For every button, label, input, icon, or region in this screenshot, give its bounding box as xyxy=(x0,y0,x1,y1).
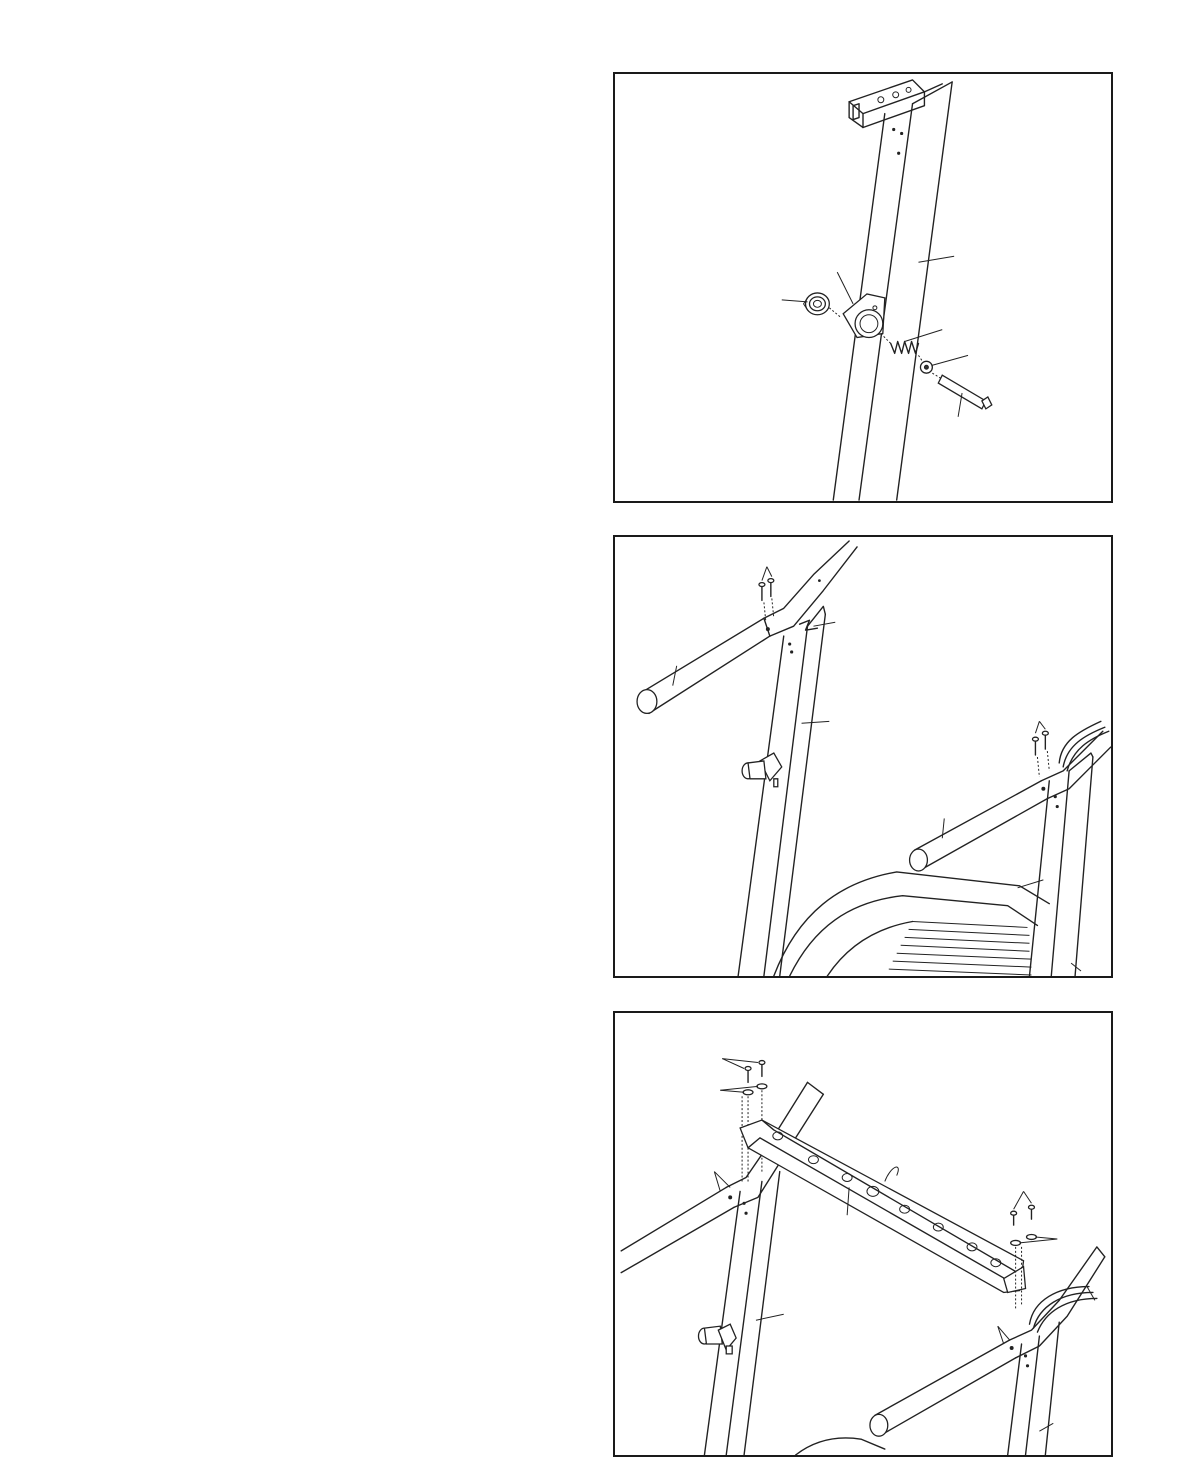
pivot-bracket xyxy=(843,294,885,338)
upright-callout xyxy=(918,256,954,262)
right-upright-cable xyxy=(1029,1287,1096,1333)
figure-1-upright-pivot-assembly xyxy=(613,72,1113,503)
figure-2-drawing xyxy=(615,537,1111,976)
left-upright xyxy=(738,606,825,976)
right-upright-cable xyxy=(1059,721,1109,771)
washer xyxy=(918,355,932,373)
washer-callout xyxy=(932,355,968,365)
treadmill-base-edge xyxy=(796,1438,885,1455)
upright-tube xyxy=(833,82,952,500)
crossbar-wire xyxy=(885,1167,899,1181)
knob-callout xyxy=(782,300,808,302)
crossbar-right-screws xyxy=(1011,1191,1058,1310)
left-upright xyxy=(704,1172,779,1455)
left-pivot-knob xyxy=(698,1324,736,1354)
pull-knob xyxy=(804,293,830,315)
treadmill-base xyxy=(774,872,1049,976)
spring xyxy=(881,334,919,354)
left-handrail-callout xyxy=(673,666,677,686)
figure-1-drawing xyxy=(615,74,1111,501)
right-upright-callout xyxy=(1039,1423,1053,1431)
left-text-column xyxy=(80,72,580,1457)
pull-pin xyxy=(932,373,991,409)
right-upright xyxy=(1008,1322,1060,1455)
left-pivot-knob xyxy=(742,753,782,787)
left-joint-cable xyxy=(800,620,836,630)
bracket-callout xyxy=(837,272,853,304)
crossbar-left-screws xyxy=(720,1059,767,1182)
crossbar xyxy=(740,1120,1025,1292)
figure-2-handrail-attachment xyxy=(613,535,1113,978)
right-handrail xyxy=(910,731,1111,871)
left-upright-callout xyxy=(756,1314,784,1320)
spring-callout xyxy=(905,330,943,342)
left-upright-callout xyxy=(802,721,830,723)
left-handrail xyxy=(621,1082,823,1272)
figure-3-crossbar-attachment xyxy=(613,1011,1113,1457)
figure-3-drawing xyxy=(615,1013,1111,1455)
right-handrail-screws xyxy=(1032,721,1049,776)
right-handrail-callout xyxy=(942,818,944,838)
right-upright xyxy=(1029,753,1092,976)
